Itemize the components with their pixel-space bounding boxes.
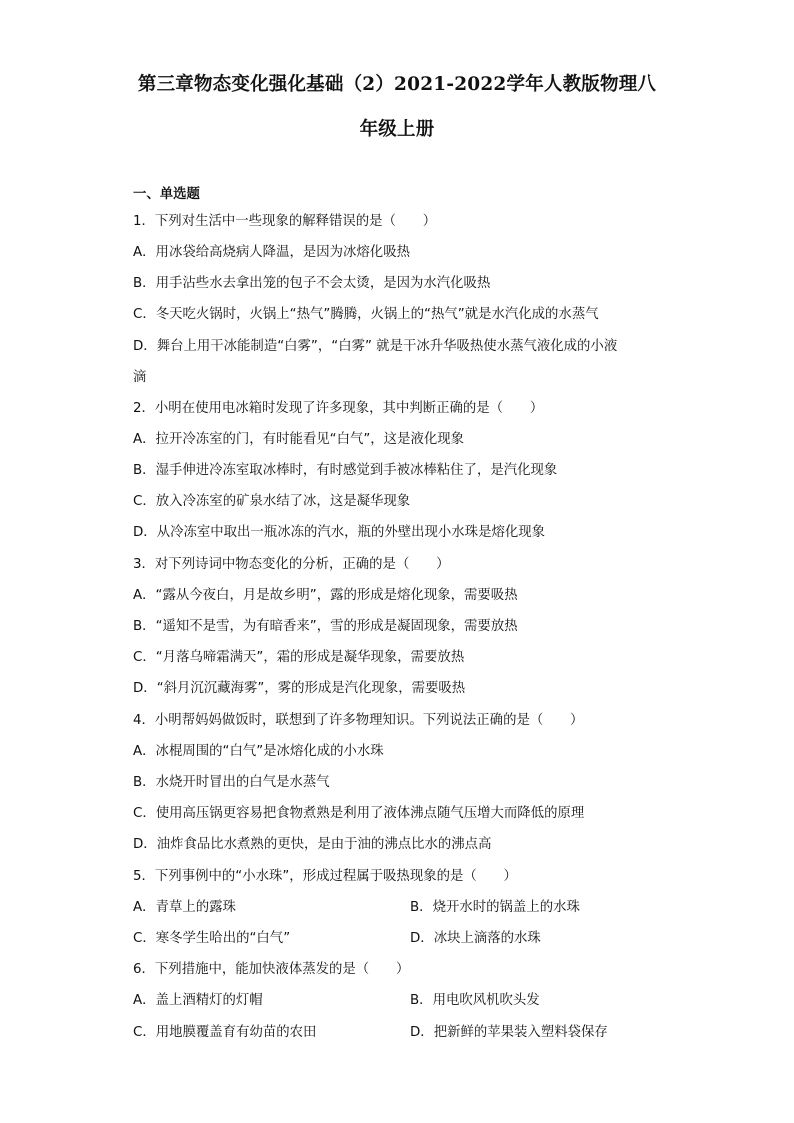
q5-option-c: C．寒冬学生哈出的“白气”	[133, 931, 291, 946]
q1-option-d-cont: 滴	[133, 370, 147, 385]
q5-option-b: B．烧开水时的锅盖上的水珠	[410, 900, 580, 915]
q1-option-b: B．用手沾些水去拿出笼的包子不会太烫，是因为水汽化吸热	[133, 276, 491, 291]
q5-option-d: D．冰块上滴落的水珠	[410, 931, 541, 946]
q1-option-a: A．用冰袋给高烧病人降温，是因为冰熔化吸热	[133, 245, 410, 260]
q3-stem: 3．对下列诗词中物态变化的分析，正确的是（ ）	[133, 557, 450, 572]
q2-option-b: B．湿手伸进冷冻室取冰棒时，有时感觉到手被冰棒粘住了，是汽化现象	[133, 463, 558, 478]
q6-option-d: D．把新鲜的苹果装入塑料袋保存	[410, 1025, 608, 1040]
q5-option-a: A．青草上的露珠	[133, 900, 236, 915]
title-line-1: 第三章物态变化强化基础（2）2021-2022学年人教版物理八	[137, 74, 657, 95]
q1-option-c: C．冬天吃火锅时，火锅上“热气”腾腾，火锅上的“热气”就是水汽化成的水蒸气	[133, 307, 599, 322]
q4-option-d: D．油炸食品比水煮熟的更快，是由于油的沸点比水的沸点高	[133, 837, 492, 852]
title-line-2: 年级上册	[359, 119, 435, 140]
section-heading: 一、单选题	[133, 187, 200, 202]
q3-option-a: A．“露从今夜白，月是故乡明”，露的形成是熔化现象，需要吸热	[133, 588, 518, 603]
q6-option-a: A．盖上酒精灯的灯帽	[133, 993, 263, 1008]
q4-option-a: A．冰棍周围的“白气”是冰熔化成的小水珠	[133, 744, 384, 759]
q3-option-c: C．“月落乌啼霜满天”，霜的形成是凝华现象，需要放热	[133, 650, 465, 665]
q1-option-d: D．舞台上用干冰能制造“白雾”，“白雾” 就是干冰升华吸热使水蒸气液化成的小液	[133, 339, 618, 354]
q6-stem: 6．下列措施中，能加快液体蒸发的是（ ）	[133, 962, 410, 977]
q6-option-c: C．用地膜覆盖育有幼苗的农田	[133, 1025, 317, 1040]
q2-option-a: A．拉开冷冻室的门，有时能看见“白气”，这是液化现象	[133, 432, 465, 447]
q2-option-c: C．放入冷冻室的矿泉水结了冰，这是凝华现象	[133, 494, 411, 509]
q1-stem: 1．下列对生活中一些现象的解释错误的是（ ）	[133, 214, 437, 229]
q4-option-c: C．使用高压锅更容易把食物煮熟是利用了液体沸点随气压增大而降低的原理	[133, 806, 585, 821]
q3-option-d: D．“斜月沉沉藏海雾”，雾的形成是汽化现象，需要吸热	[133, 681, 466, 696]
q6-option-b: B．用电吹风机吹头发	[410, 993, 540, 1008]
q2-option-d: D．从冷冻室中取出一瓶冰冻的汽水，瓶的外壁出现小水珠是熔化现象	[133, 525, 546, 540]
q5-stem: 5．下列事例中的“小水珠”，形成过程属于吸热现象的是（ ）	[133, 869, 517, 884]
q4-stem: 4．小明帮妈妈做饭时，联想到了许多物理知识。下列说法正确的是（ ）	[133, 713, 584, 728]
q2-stem: 2．小明在使用电冰箱时发现了许多现象，其中判断正确的是（ ）	[133, 401, 544, 416]
q3-option-b: B．“遥知不是雪，为有暗香来”，雪的形成是凝固现象，需要放热	[133, 619, 518, 634]
q4-option-b: B．水烧开时冒出的白气是水蒸气	[133, 775, 330, 790]
